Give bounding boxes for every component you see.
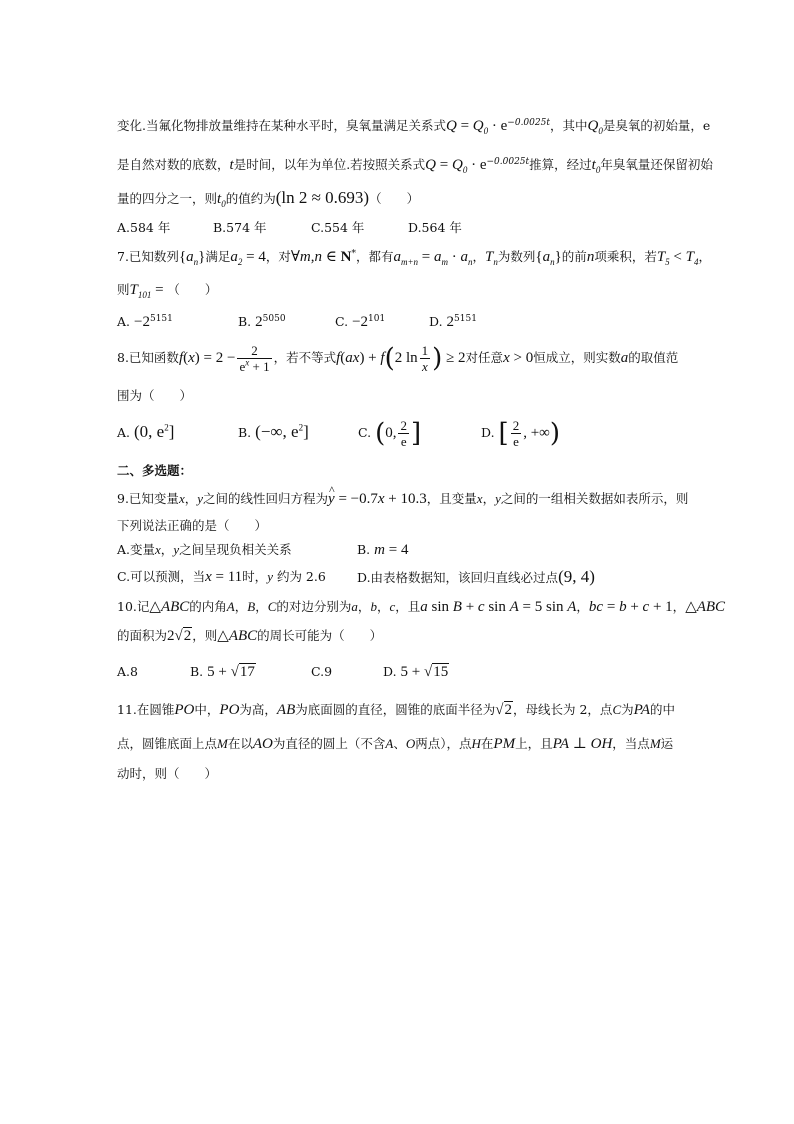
q6-option-a[interactable]: A.584 年 xyxy=(117,220,171,235)
q11-line-3: 动时，则（ ） xyxy=(117,766,218,781)
q8-option-c[interactable]: C. (0, $\frac{2}{e}$ ] xyxy=(358,418,422,449)
q8-line-1: 8.已知函数f(x) = 2 − $\frac{2}{e^x + 1}$ ，若不等式f(ax) + f(2 ln $\frac{1}{x}$ ) ≥ 2对任意x > 0恒成立，则实数a的取值范 xyxy=(117,343,679,374)
q10-option-d[interactable]: D. 5 + √15 xyxy=(383,664,449,680)
q8-line-2: 围为（ ） xyxy=(117,388,193,403)
q9-option-b[interactable]: B. m = 4 xyxy=(357,542,409,558)
q8-option-d[interactable]: D. [ $\frac{2}{e}$ , +∞) xyxy=(481,418,561,449)
q9-line-2: 下列说法正确的是（ ） xyxy=(117,518,268,533)
q7-option-c[interactable]: C. $-2^{101}$ xyxy=(335,313,386,330)
q11-line-1: 11.在圆锥PO中，PO为高，AB为底面圆的直径，圆锥的底面半径为√2，母线长为 2，点C为PA的中 xyxy=(117,702,676,718)
q8-option-a[interactable]: A. (0, $e^2$] xyxy=(117,422,175,441)
q6-line-1: 变化.当氟化物排放量维持在某种水平时，臭氧量满足关系式$Q = Q_0 \cdot e^{-0.0025t}$，其中$Q_0$是臭氧的初始量，e xyxy=(117,117,711,136)
section-title-multiple-choice: 二、多选题： xyxy=(117,463,193,478)
q7-option-b[interactable]: B. $2^{5050}$ xyxy=(238,313,286,330)
q6-option-c[interactable]: C.554 年 xyxy=(311,220,365,235)
q10-option-c[interactable]: C.9 xyxy=(311,664,333,679)
q6-line-3: 量的四分之一，则$t_0$的值约为(ln 2 ≈ 0.693)（ ） xyxy=(117,188,420,209)
q11-line-2: 点，圆锥底面上点M在以AO为直径的圆上（不含A、O两点），点H在PM上，且PA ⊥ OH，当点M运 xyxy=(117,736,674,752)
q7-option-a[interactable]: A. $-2^{5151}$ xyxy=(117,313,173,330)
q10-line-1: 10.记△ABC的内角A，B，C的对边分别为a，b，c，且a sin B + c sin A = 5 sin A，bc = b + c + 1，△ABC xyxy=(117,599,726,615)
q8-fraction: $\frac{2}{e^x + 1}$ xyxy=(239,343,270,374)
q6-formula: Q xyxy=(445,118,457,134)
q9-option-c[interactable]: C.可以预测，当x = 11时，y 约为 2.6 xyxy=(117,569,326,585)
q10-option-a[interactable]: A.8 xyxy=(117,664,138,679)
q10-line-2: 的面积为2√2，则△ABC的周长可能为（ ） xyxy=(117,628,383,644)
q6-text: 变化.当氟化物排放量维持在某种水平时，臭氧量满足关系式 xyxy=(117,118,446,133)
q9-option-d[interactable]: D.由表格数据知，该回归直线必过点(9, 4) xyxy=(357,567,595,586)
q10-option-b[interactable]: B. 5 + √17 xyxy=(190,664,255,680)
q9-option-a[interactable]: A.变量x，y之间呈现负相关关系 xyxy=(117,542,292,557)
q7-line-2: 则$T_{101}$ = （ ） xyxy=(117,282,218,300)
q7-option-d[interactable]: D. $2^{5151}$ xyxy=(429,313,477,330)
q6-option-d[interactable]: D.564 年 xyxy=(408,220,462,235)
q6-line-2: 是自然对数的底数，t是时间，以年为单位.若按照关系式$Q = Q_0 \cdot e^{-0.0025t}$推算，经过$t_0$年臭氧量还保留初始 xyxy=(117,156,713,175)
q9-line-1: 9.已知变量x，y之间的线性回归方程为^ y = −0.7x + 10.3，且变量x，y之间的一组相关数据如表所示，则 xyxy=(117,489,688,509)
q8-option-b[interactable]: B. (−∞, $e^2$] xyxy=(238,422,309,441)
q6-option-b[interactable]: B.574 年 xyxy=(213,220,267,235)
q7-line-1: 7.已知数列$\{a_n\}$满足$a_2 = 4$，对∀m,n ∈ N*，都有$a_{m+n} = a_m \cdot a_n$，$T_n$为数列$\{a_n\}$的前n项乘积，若$T_5 < T_4$， xyxy=(117,248,711,267)
